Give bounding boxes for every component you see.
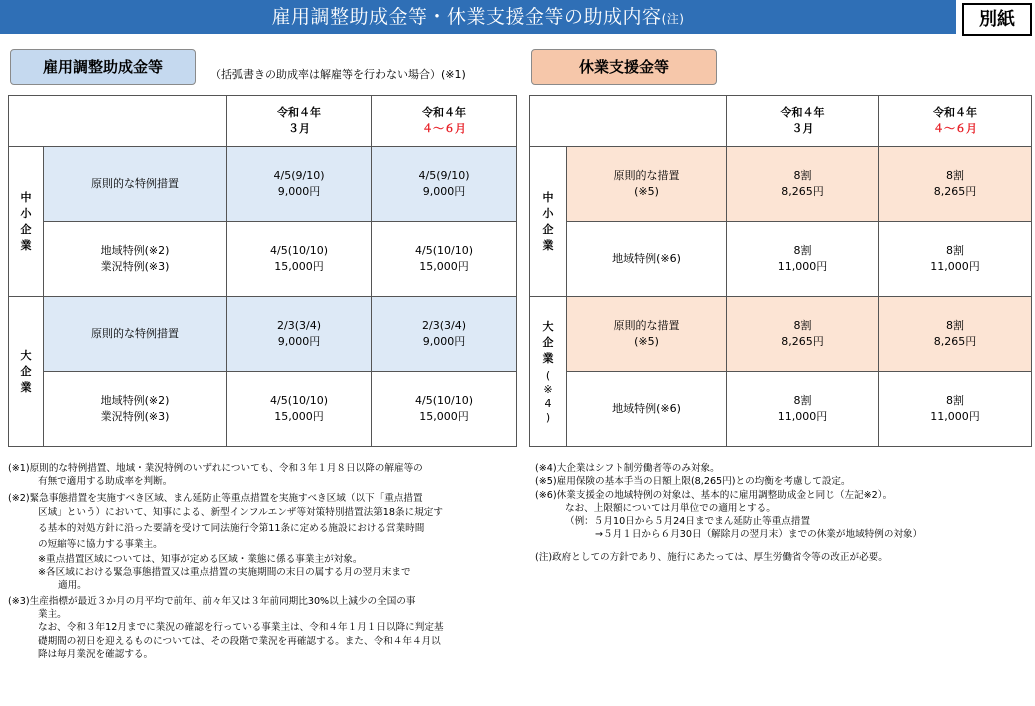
value-cell: 4/5(10/10) 15,000円 [372, 372, 517, 447]
category-cell: 原則的な措置 (※5) [567, 147, 727, 222]
title-text: 雇用調整助成金等・休業支援金等の助成内容 [271, 6, 662, 28]
value-cell: 8割 11,000円 [879, 222, 1032, 297]
footnote-2-cont: 区域」という）において、知事による、新型インフルエンザ等対策特別措置法第18条に規定す [38, 506, 443, 518]
footnote-4: (※4)大企業はシフト制労働者等のみ対象。 [535, 463, 720, 474]
footnote-6-cont: なお、上限額については月単位での適用とする。 [565, 502, 776, 514]
footnotes-right [535, 462, 1030, 564]
value-cell: 4/5(10/10) 15,000円 [372, 222, 517, 297]
group-label-large: 大 企 業 [9, 297, 44, 447]
column-header-apr-jun: 令和４年 ４～６月 [372, 96, 517, 147]
footnote-2-sub: ※各区域における緊急事態措置又は重点措置の実施期間の末日の属する月の翌月末まで [38, 567, 411, 579]
footnote-3: (※3)生産指標が最近３か月の月平均で前年、前々年又は３年前同期比30%以上減少の全国の事 [8, 595, 416, 607]
section-label-employment-subsidy: 雇用調整助成金等 [10, 49, 196, 85]
footnote-2-cont: る基本的対処方針に沿った要請を受けて同法施行令第11条に定める施設における営業時間 [38, 522, 425, 534]
value-cell: 8割 8,265円 [879, 147, 1032, 222]
value-cell: 8割 8,265円 [727, 297, 879, 372]
category-cell: 地域特例(※2) 業況特例(※3) [44, 222, 227, 297]
policy-note: (注)政府としての方針であり、施行にあたっては、厚生労働省令等の改正が必要。 [535, 551, 888, 563]
value-cell: 8割 11,000円 [727, 372, 879, 447]
column-header-apr-jun: 令和４年 ４～６月 [879, 96, 1032, 147]
footnote-2-cont: の短縮等に協力する事業主。 [38, 538, 163, 550]
column-header-march: 令和４年 ３月 [727, 96, 879, 147]
footnote-2-sub: ※重点措置区域については、知事が定める区域・業態に係る事業主が対象。 [38, 553, 363, 565]
value-cell: 4/5(9/10) 9,000円 [372, 147, 517, 222]
footnote-3-cont: 降は毎月業況を確認する。 [38, 648, 154, 660]
footnote-6-example-cont: →５月１日から６月30日（解除月の翌月末）までの休業が地域特例の対象） [595, 529, 923, 541]
value-cell: 4/5(9/10) 9,000円 [227, 147, 372, 222]
category-cell: 原則的な措置 (※5) [567, 297, 727, 372]
footnote-2: (※2)緊急事態措置を実施すべき区域、まん延防止等重点措置を実施すべき区域（以下「重点措置 [8, 492, 423, 504]
value-cell: 8割 11,000円 [879, 372, 1032, 447]
value-cell: 8割 8,265円 [727, 147, 879, 222]
footnote-5: (※5)雇用保険の基本手当の日額上限(8,265円)との均衡を考慮して設定。 [535, 476, 851, 488]
category-cell: 原則的な特例措置 [44, 147, 227, 222]
employment-subsidy-table [8, 95, 517, 447]
group-label-sme: 中 小 企 業 [530, 147, 567, 297]
footnote-2-sub-cont: 適用。 [58, 580, 87, 592]
footnote-3-cont: なお、令和３年12月までに業況の確認を行っている事業主は、令和４年１月１日以降に判定基 [38, 622, 444, 634]
value-cell: 8割 8,265円 [879, 297, 1032, 372]
column-header-march: 令和４年 ３月 [227, 96, 372, 147]
group-label-large: 大 企 業 ( ※ 4 ) [530, 297, 567, 447]
value-cell: 4/5(10/10) 15,000円 [227, 372, 372, 447]
category-cell: 地域特例(※6) [567, 222, 727, 297]
header-blank [530, 96, 727, 147]
leave-support-table [529, 95, 1032, 447]
section-label-leave-support: 休業支援金等 [531, 49, 717, 85]
category-cell: 地域特例(※2) 業況特例(※3) [44, 372, 227, 447]
header-blank [9, 96, 227, 147]
title-note: (注) [661, 12, 685, 26]
footnotes-left [8, 462, 518, 661]
footnote-1: (※1)原則的な特例措置、地域・業況特例のいずれについても、令和３年１月８日以降の解雇等の [8, 463, 423, 474]
group-label-sme: 中 小 企 業 [9, 147, 44, 297]
footnote-3-cont: 礎期間の初日を迎えるものについては、その段階で業況を再確認する。また、令和４年４月以 [38, 635, 441, 647]
footnote-6: (※6)休業支援金の地域特例の対象は、基本的に雇用調整助成金と同じ（左記※2）。 [535, 489, 893, 501]
footnote-1-cont: 有無で適用する助成率を判断。 [38, 476, 173, 488]
value-cell: 2/3(3/4) 9,000円 [372, 297, 517, 372]
section-note: （括弧書きの助成率は解雇等を行わない場合）(※1) [210, 68, 466, 81]
footnote-3-cont: 業主。 [38, 609, 67, 621]
attachment-label: 別紙 [962, 3, 1032, 36]
category-cell: 原則的な特例措置 [44, 297, 227, 372]
footnote-6-example: （例：５月10日から５月24日までまん延防止等重点措置 [565, 516, 811, 528]
document-title [0, 0, 956, 34]
value-cell: 8割 11,000円 [727, 222, 879, 297]
value-cell: 2/3(3/4) 9,000円 [227, 297, 372, 372]
category-cell: 地域特例(※6) [567, 372, 727, 447]
value-cell: 4/5(10/10) 15,000円 [227, 222, 372, 297]
